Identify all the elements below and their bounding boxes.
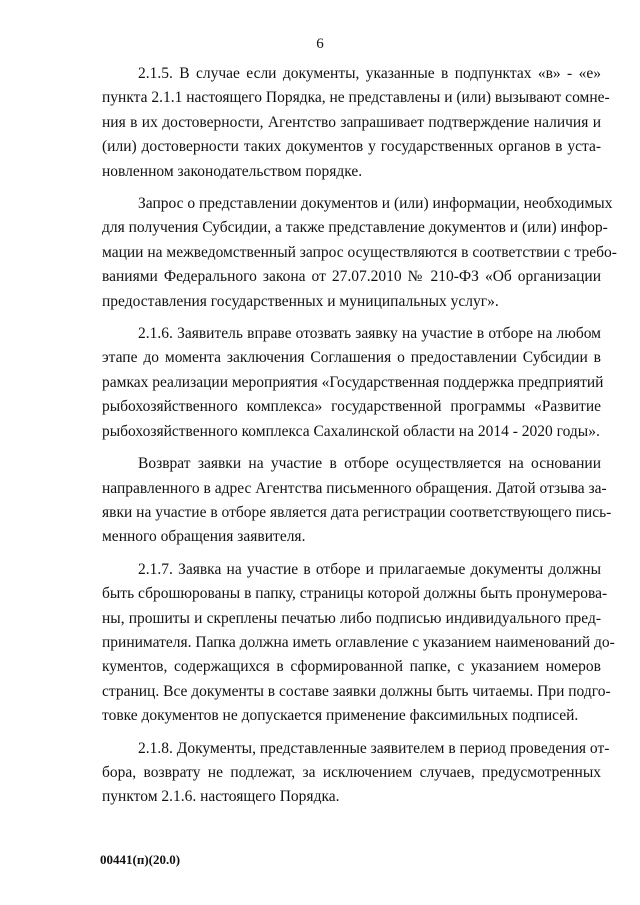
text-line: рамках реализации мероприятия «Государственная поддержка предприятий (102, 373, 604, 391)
text-line: рыбохозяйственного комплекса» государственной программы «Развитие (102, 398, 601, 416)
footer-code: 00441(п)(20.0) (100, 852, 181, 867)
text-line: менного обращения заявителя. (102, 528, 306, 546)
paragraph (102, 452, 612, 550)
text-line: 2.1.8. Документы, представленные заявителем в период проведения от- (138, 739, 610, 757)
text-line: кументов, содержащихся в сформированной папке, с указанием номеров (102, 658, 601, 676)
text-line: предоставления государственных и муниципальных услуг». (102, 292, 499, 310)
text-line: бора, возврату не подлежат, за исключением случаев, предусмотренных (102, 763, 601, 781)
text-line: пункта 2.1.1 настоящего Порядка, не представлены и (или) вызывают сомне- (102, 89, 610, 107)
text-line: этапе до момента заключения Соглашения о предоставлении Субсидии в (102, 349, 601, 367)
text-line: новленном законодательством порядке. (102, 162, 363, 180)
text-line: (или) достоверности таких документов у государственных органов в уста- (102, 138, 601, 156)
text-line: для получения Субсидии, а также представление документов и (или) инфор- (102, 219, 608, 237)
text-line: Запрос о представлении документов и (или) информации, необходимых (138, 195, 613, 213)
text-line: направленного в адрес Агентства письменного обращения. Датой отзыва за- (102, 479, 607, 497)
text-line: товке документов не допускается применение факсимильных подписей. (102, 707, 579, 725)
paragraph (102, 62, 610, 184)
text-line: ния в их достоверности, Агентство запрашивает подтверждение наличия и (102, 113, 601, 131)
text-line: 2.1.5. В случае если документы, указанные в подпунктах «в» - «е» (138, 65, 601, 82)
paragraph (102, 737, 610, 810)
page-number: 6 (316, 36, 324, 52)
text-line: быть сброшюрованы в папку, страницы которой должны быть пронумерова- (102, 585, 608, 603)
text-line: рыбохозяйственного комплекса Сахалинской области на 2014 - 2020 годы». (102, 422, 600, 440)
text-line: 2.1.7. Заявка на участие в отборе и прилагаемые документы должны (138, 560, 601, 578)
text-line: принимателя. Папка должна иметь оглавление с указанием наименований до- (102, 633, 615, 651)
paragraph (102, 322, 604, 444)
document-body (102, 62, 617, 818)
paragraph (102, 192, 617, 314)
text-line: ваниями Федерального закона от 27.07.2010 № 210-ФЗ «Об организации (102, 268, 601, 286)
text-line: пунктом 2.1.6. настоящего Порядка. (102, 788, 340, 806)
text-line: мации на межведомственный запрос осуществляются в соответствии с требо- (102, 243, 617, 261)
text-line: ны, прошиты и скреплены печатью либо подписью индивидуального пред- (102, 609, 601, 627)
text-line: страниц. Все документы в составе заявки должны быть читаемы. При подго- (102, 682, 611, 700)
text-line: Возврат заявки на участие в отборе осуществляется на основании (138, 455, 601, 473)
text-line: явки на участие в отборе является дата регистрации соответствующего пись- (102, 503, 612, 521)
paragraph (102, 558, 615, 729)
text-line: 2.1.6. Заявитель вправе отозвать заявку на участие в отборе на любом (138, 325, 601, 343)
